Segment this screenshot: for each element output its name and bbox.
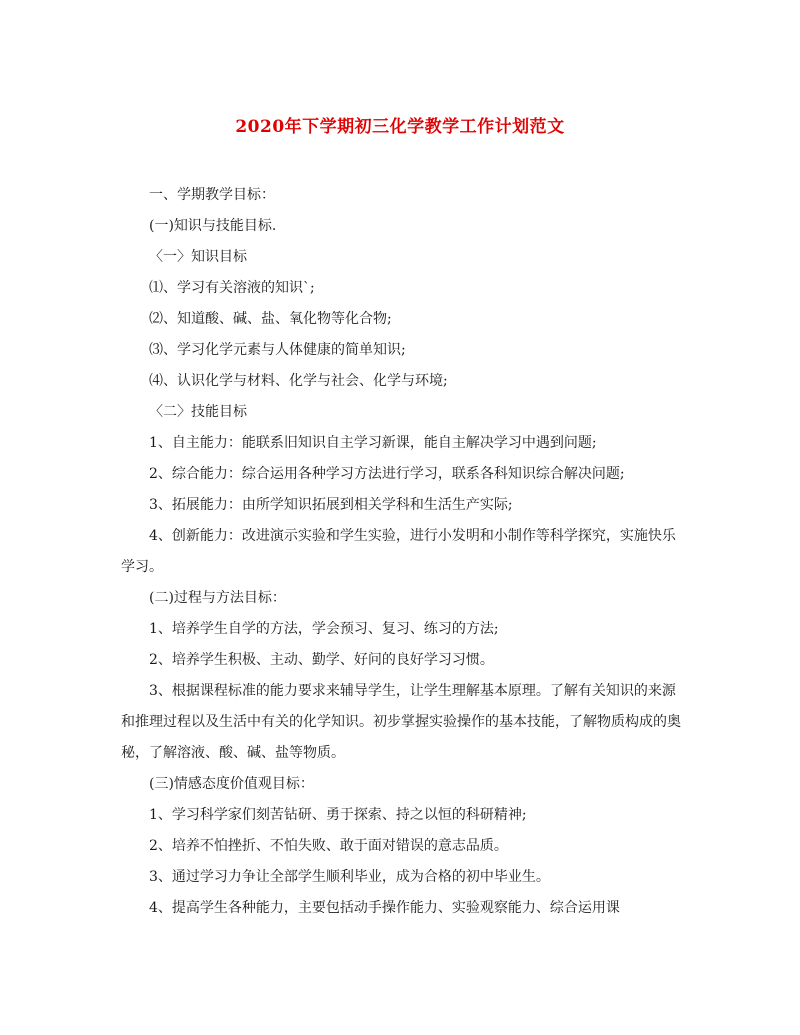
paragraph: (二)过程与方法目标： — [149, 590, 286, 606]
paragraph: 3、通过学习力争让全部学生顺利毕业，成为合格的初中毕业生。 — [149, 869, 550, 885]
document-body — [121, 180, 681, 924]
paragraph: 4、创新能力：改进演示实验和学生实验，进行小发明和小制作等科学探究，实施快乐学习。 — [121, 528, 676, 575]
paragraph: 1、自主能力：能联系旧知识自主学习新课，能自主解决学习中遇到问题; — [149, 435, 597, 451]
paragraph: ⑶、学习化学元素与人体健康的简单知识; — [149, 342, 406, 358]
paragraph: 1、培养学生自学的方法，学会预习、复习、练习的方法; — [149, 621, 499, 637]
paragraph: 〈二〉技能目标 — [149, 404, 247, 420]
paragraph: 2、综合能力：综合运用各种学习方法进行学习，联系各科知识综合解决问题; — [149, 466, 625, 482]
paragraph: 一、学期教学目标： — [149, 187, 275, 203]
paragraph: 3、根据课程标准的能力要求来辅导学生，让学生理解基本原理。了解有关知识的来源和推理过程以及生活中有关的化学知识。初步掌握实验操作的基本技能，了解物质构成的奥秘，了解溶液、酸、碱、盐等物质。 — [121, 683, 681, 761]
paragraph: ⑵、知道酸、碱、盐、氧化物等化合物; — [149, 311, 392, 327]
paragraph: 1、学习科学家们刻苦钻研、勇于探索、持之以恒的科研精神; — [149, 807, 527, 823]
paragraph: 3、拓展能力：由所学知识拓展到相关学科和生活生产实际; — [149, 497, 513, 513]
paragraph: 2、培养学生积极、主动、勤学、好问的良好学习习惯。 — [149, 652, 494, 668]
document-title: 2020年下学期初三化学教学工作计划范文 — [235, 117, 565, 137]
paragraph: 〈一〉知识目标 — [149, 249, 247, 265]
paragraph: (一)知识与技能目标. — [149, 218, 277, 234]
paragraph: 4、提高学生各种能力，主要包括动手操作能力、实验观察能力、综合运用课 — [149, 900, 620, 916]
paragraph: ⑴、学习有关溶液的知识`; — [149, 280, 315, 296]
paragraph: 2、培养不怕挫折、不怕失败、敢于面对错误的意志品质。 — [149, 838, 508, 854]
paragraph: (三)情感态度价值观目标： — [149, 776, 314, 792]
paragraph: ⑷、认识化学与材料、化学与社会、化学与环境; — [149, 373, 448, 389]
